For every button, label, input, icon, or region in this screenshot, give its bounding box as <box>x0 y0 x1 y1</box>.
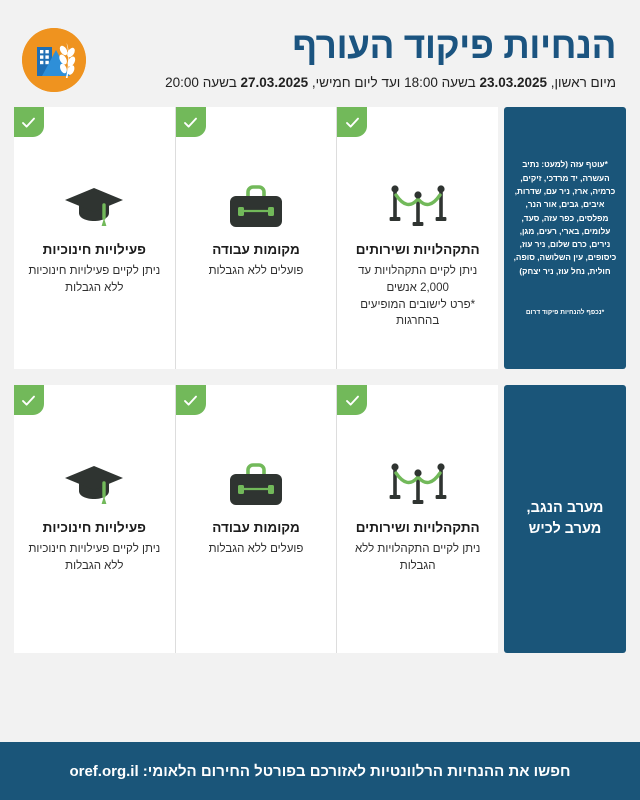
check-icon <box>176 107 206 137</box>
card-title: מקומות עבודה <box>212 242 300 258</box>
region-panel <box>504 385 626 653</box>
exclusions-text: *עוטף עזה (למעט: נתיב העשרה, יד מרדכי, זיקים, כרמיה, ארז, ניר עם, שדרות, איבים, גבים, אור הנר, מפלסים, כפר עזה, סעד, עלומים, בארי, רעים, מגן, נירים, כרם שלום, ניר עוז, כיסופים, עין השלושה, סופה, חולית, נחל עוז, ניר יצחק) <box>513 160 617 276</box>
oref-website-link[interactable]: oref.org.il <box>69 762 139 780</box>
card-title: התקהלויות ושירותים <box>355 242 480 258</box>
check-icon <box>337 385 367 415</box>
home-front-command-logo-icon <box>22 28 86 92</box>
subtitle-middle: בשעה 18:00 ועד ליום חמישי, <box>308 74 480 90</box>
card-description: פועלים ללא הגבלות <box>208 543 304 556</box>
card-description: ניתן לקיים התקהלויות ללא הגבלות <box>354 543 481 573</box>
card-note: *פרט לישובים המופיעים בהחרגות <box>360 298 476 328</box>
card-gatherings[interactable] <box>336 107 498 369</box>
check-icon <box>337 107 367 137</box>
page-title: הנחיות פיקוד העורף <box>292 25 616 66</box>
page-footer <box>0 742 640 800</box>
card-title: מקומות עבודה <box>212 520 300 536</box>
exclusions-panel <box>504 107 626 369</box>
page-header <box>0 0 640 101</box>
briefcase-icon <box>227 447 285 509</box>
card-title: פעילויות חינוכיות <box>42 242 146 258</box>
card-description: ניתן לקיים פעילויות חינוכיות ללא הגבלות <box>28 543 161 573</box>
card-title: פעילויות חינוכיות <box>42 520 146 536</box>
footer-text-block <box>69 763 570 780</box>
check-icon <box>176 385 206 415</box>
card-education[interactable] <box>14 385 175 653</box>
row-western-negev <box>14 385 626 653</box>
guidelines-rows <box>0 101 640 653</box>
card-title: התקהלויות ושירותים <box>355 520 480 536</box>
graduation-cap-icon <box>63 169 125 231</box>
validity-period-subtitle <box>100 73 616 93</box>
stanchion-barrier-icon <box>387 169 449 231</box>
briefcase-icon <box>227 169 285 231</box>
card-education[interactable] <box>14 107 175 369</box>
subtitle-suffix: בשעה 20:00 <box>165 74 241 90</box>
check-icon <box>14 107 44 137</box>
card-workplaces[interactable] <box>175 107 337 369</box>
card-description: פועלים ללא הגבלות <box>208 265 304 278</box>
stanchion-barrier-icon <box>387 447 449 509</box>
exclusions-footnote: *נכפף להנחיות פיקוד דרום <box>525 309 605 317</box>
row-cards <box>14 385 498 653</box>
card-gatherings[interactable] <box>336 385 498 653</box>
row-otef-aza <box>14 107 626 369</box>
header-text-block <box>100 26 618 93</box>
subtitle-end-date: 27.03.2025 <box>240 74 309 90</box>
subtitle-start-date: 23.03.2025 <box>479 74 548 90</box>
card-description: ניתן לקיים התקהלויות עד 2,000 אנשים <box>358 265 478 295</box>
row-cards <box>14 107 498 369</box>
check-icon <box>14 385 44 415</box>
region-name: מערב הנגב, מערב לכיש <box>526 500 604 538</box>
card-workplaces[interactable] <box>175 385 337 653</box>
graduation-cap-icon <box>63 447 125 509</box>
subtitle-prefix: מיום ראשון, <box>547 74 616 90</box>
footer-message: חפשו את ההנחיות הרלוונטיות לאזורכם בפורטל החירום הלאומי: <box>138 762 571 780</box>
card-description: ניתן לקיים פעילויות חינוכיות ללא הגבלות <box>28 265 161 295</box>
